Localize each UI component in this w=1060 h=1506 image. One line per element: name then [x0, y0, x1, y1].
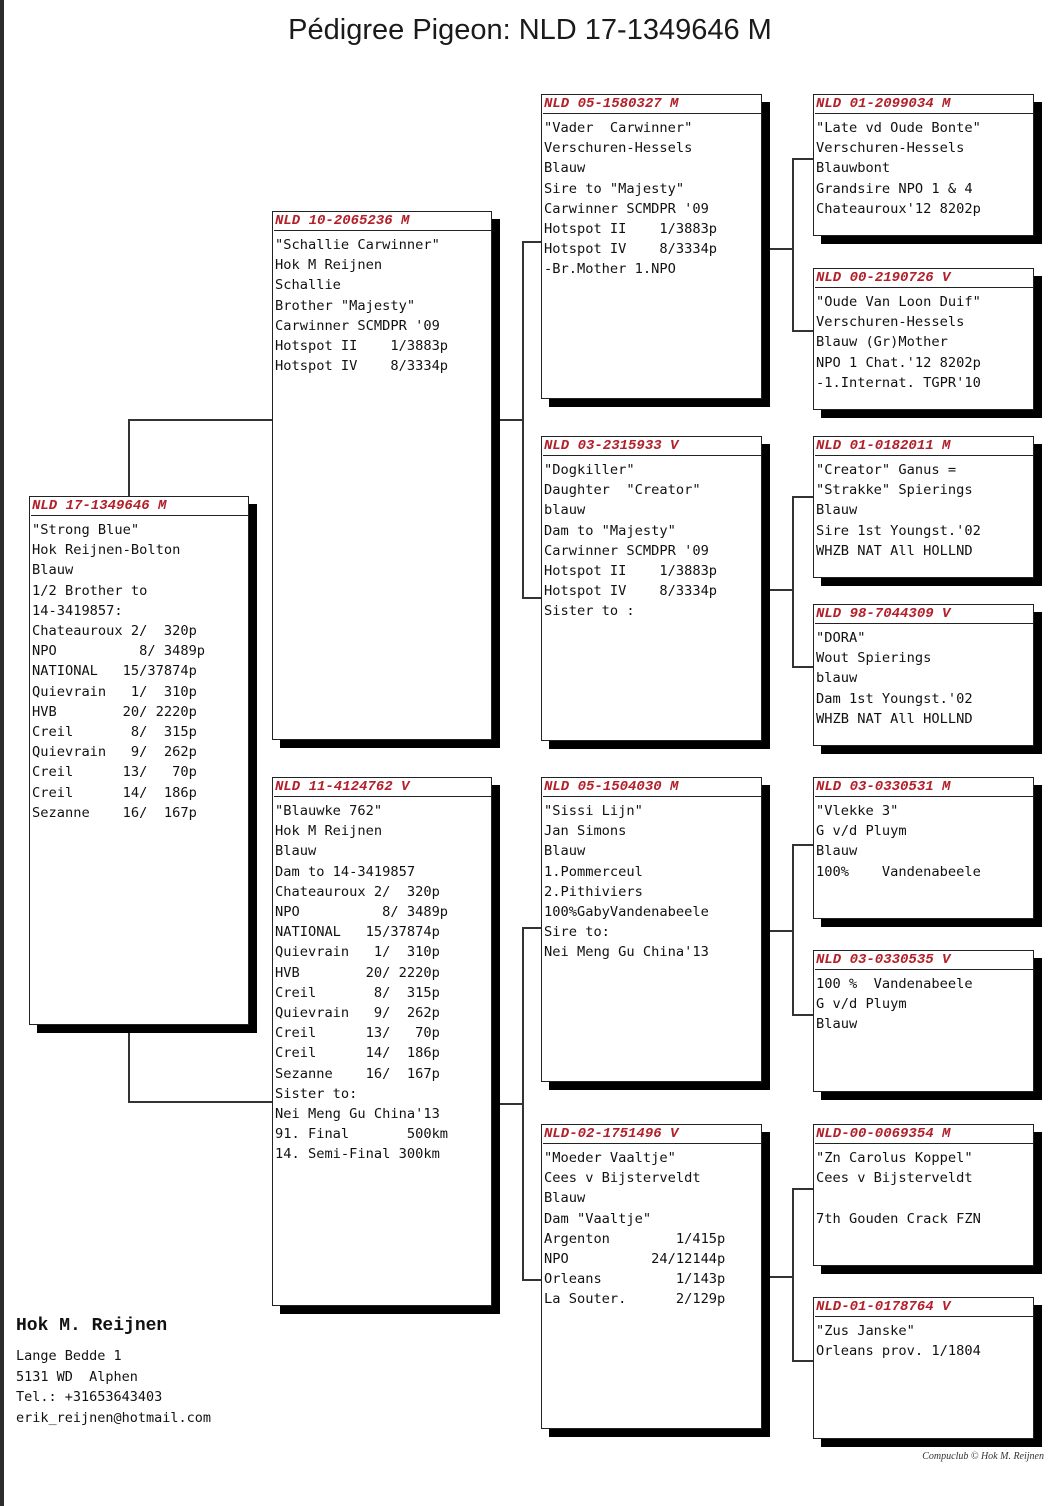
connector: [792, 1014, 814, 1016]
pigeon-detail-line: Dam to 14-3419857: [275, 863, 416, 880]
pigeon-detail-line: Chateauroux'12 8202p: [816, 200, 981, 217]
pigeon-details: [815, 292, 1033, 393]
connector: [522, 927, 542, 929]
pigeon-detail-line: Blauw: [816, 502, 858, 519]
pigeon-details: [274, 235, 491, 376]
pigeon-details: [815, 1148, 1033, 1229]
pigeon-card-ds-dam: [813, 950, 1034, 1092]
pigeon-detail-line: "Sissi Lijn": [544, 803, 643, 819]
pigeon-detail-line: Blauw: [816, 1016, 858, 1033]
pigeon-detail-line: NPO 8/ 3489p: [32, 643, 206, 660]
pigeon-detail-line: Blauw: [544, 843, 586, 860]
pigeon-detail-line: Hotspot II 1/3883p: [544, 221, 718, 238]
ring-number: NLD 03-0330531 M: [815, 778, 1033, 797]
pigeon-detail-line: Hok M Reijnen: [275, 823, 383, 840]
pigeon-detail-line: Chateauroux 2/ 320p: [275, 883, 440, 900]
pigeon-detail-line: Nei Meng Gu China'13: [275, 1106, 440, 1123]
connector: [792, 158, 794, 332]
pigeon-card-dd-sire: [813, 1124, 1034, 1266]
connector: [770, 1276, 794, 1278]
page-title: Pédigree Pigeon: NLD 17-1349646 M: [288, 14, 772, 46]
pigeon-detail-line: Blauw: [32, 562, 74, 579]
connector: [500, 419, 524, 421]
pigeon-detail-line: "Schallie Carwinner": [275, 237, 440, 253]
pigeon-detail-line: "Creator" Ganus =: [816, 462, 957, 478]
pigeon-card-sire: [272, 211, 492, 740]
pigeon-detail-line: NATIONAL 15/37874p: [32, 663, 197, 680]
pigeon-detail-line: Nei Meng Gu China'13: [544, 944, 709, 961]
pigeon-detail-line: Dam 1st Youngst.'02: [816, 690, 973, 707]
pigeon-detail-line: Schallie: [275, 277, 341, 294]
pigeon-detail-line: -Br.Mother 1.NPO: [544, 261, 676, 278]
pigeon-detail-line: Creil 13/ 70p: [32, 764, 197, 781]
pigeon-detail-line: Orleans prov. 1/1804: [816, 1343, 981, 1360]
pigeon-detail-line: "Strakke" Spierings: [816, 482, 973, 499]
pigeon-detail-line: Verschuren-Hessels: [816, 314, 965, 331]
pigeon-detail-line: Blauw: [816, 843, 858, 860]
connector: [792, 496, 794, 668]
pigeon-detail-line: Hok Reijnen-Bolton: [32, 542, 181, 559]
pigeon-detail-line: WHZB NAT All HOLLND: [816, 542, 973, 559]
pigeon-detail-line: Hotspot II 1/3883p: [544, 563, 718, 580]
pigeon-detail-line: Hotspot II 1/3883p: [275, 338, 449, 355]
pigeon-detail-line: "Blauwke 762": [275, 803, 383, 819]
ring-number: NLD 01-2099034 M: [815, 95, 1033, 114]
connector: [128, 419, 130, 496]
breeder-address-line: Lange Bedde 1: [16, 1348, 122, 1364]
connector: [522, 927, 524, 1281]
pigeon-details: [815, 628, 1033, 729]
pigeon-details: [815, 460, 1033, 561]
pigeon-detail-line: Chateauroux 2/ 320p: [32, 623, 197, 640]
pigeon-detail-line: Carwinner SCMDPR '09: [544, 542, 709, 559]
pigeon-detail-line: NPO 8/ 3489p: [275, 904, 449, 921]
connector: [770, 930, 794, 932]
pigeon-detail-line: Argenton 1/415p: [544, 1230, 726, 1247]
pigeon-details: [815, 1321, 1033, 1361]
pigeon-card-dd-dam: [813, 1297, 1034, 1439]
pigeon-detail-line: "Moeder Vaaltje": [544, 1150, 676, 1166]
pigeon-card-sd-dam: [813, 604, 1034, 746]
ring-number: NLD 10-2065236 M: [274, 212, 491, 231]
pigeon-detail-line: Creil 8/ 315p: [275, 984, 440, 1001]
pigeon-detail-line: Hok M Reijnen: [275, 257, 383, 274]
pigeon-detail-line: 100% Vandenabeele: [816, 863, 981, 880]
connector: [522, 597, 542, 599]
pigeon-detail-line: Sire to:: [544, 924, 610, 941]
connector: [522, 241, 524, 599]
connector: [792, 844, 794, 1016]
pigeon-detail-line: Quievrain 1/ 310p: [275, 944, 440, 961]
ring-number: NLD-00-0069354 M: [815, 1125, 1033, 1144]
pigeon-detail-line: 14-3419857:: [32, 602, 123, 619]
ring-number: NLD 17-1349646 M: [31, 497, 248, 516]
pigeon-detail-line: G v/d Pluym: [816, 996, 907, 1013]
ring-number: NLD 03-2315933 V: [543, 437, 761, 456]
connector: [770, 589, 794, 591]
pigeon-detail-line: NPO 1 Chat.'12 8202p: [816, 354, 981, 371]
ring-number: NLD 03-0330535 V: [815, 951, 1033, 970]
ring-number: NLD 05-1504030 M: [543, 778, 761, 797]
pigeon-detail-line: Carwinner SCMDPR '09: [544, 200, 709, 217]
ring-number: NLD-02-1751496 V: [543, 1125, 761, 1144]
pigeon-detail-line: "Zn Carolus Koppel": [816, 1150, 973, 1166]
connector: [128, 1025, 130, 1103]
footer-credit: Compuclub © Hok M. Reijnen: [922, 1451, 1044, 1462]
pigeon-detail-line: Blauw: [275, 843, 317, 860]
connector: [522, 241, 542, 243]
pigeon-detail-line: [815, 1188, 1033, 1208]
pigeon-details: [815, 974, 1033, 1035]
pigeon-details: [31, 520, 248, 823]
pigeon-detail-line: Dam to "Majesty": [544, 522, 676, 539]
breeder-name: Hok M. Reijnen: [16, 1316, 168, 1336]
pigeon-card-sd-sire: [813, 436, 1034, 578]
pigeon-detail-line: "Dogkiller": [544, 462, 635, 478]
pigeon-detail-line: "DORA": [816, 630, 866, 646]
pigeon-detail-line: Cees v Bijsterveldt: [816, 1170, 973, 1187]
pigeon-detail-line: Sister to :: [544, 603, 635, 620]
pigeon-detail-line: Sezanne 16/ 167p: [275, 1065, 440, 1082]
pigeon-detail-line: Creil 14/ 186p: [32, 784, 197, 801]
pigeon-detail-line: HVB 20/ 2220p: [32, 703, 197, 720]
pigeon-card-ss-sire: [813, 94, 1034, 236]
pigeon-detail-line: 91. Final 500km: [275, 1126, 449, 1143]
pigeon-detail-line: 100 % Vandenabeele: [816, 976, 973, 992]
pigeon-card-ds-sire: [813, 777, 1034, 919]
pigeon-card-subject: [29, 496, 249, 1025]
pigeon-detail-line: Orleans 1/143p: [544, 1271, 726, 1288]
pigeon-detail-line: La Souter. 2/129p: [544, 1291, 726, 1308]
pigeon-detail-line: Verschuren-Hessels: [544, 140, 693, 157]
pigeon-detail-line: Sister to:: [275, 1085, 358, 1102]
pigeon-detail-line: Blauw (Gr)Mother: [816, 334, 948, 351]
pigeon-detail-line: Creil 14/ 186p: [275, 1045, 440, 1062]
connector: [770, 248, 794, 250]
pigeon-detail-line: Daughter "Creator": [544, 482, 701, 499]
pigeon-detail-line: Hotspot IV 8/3334p: [544, 583, 718, 600]
pigeon-detail-line: blauw: [544, 502, 586, 519]
pigeon-detail-line: Sire to "Majesty": [544, 180, 685, 197]
connector: [128, 1101, 273, 1103]
pigeon-card-sire-sire: [541, 94, 762, 399]
pigeon-card-ss-dam: [813, 268, 1034, 410]
breeder-info: [16, 1316, 316, 1429]
connector: [792, 158, 814, 160]
left-border: [0, 0, 4, 1506]
connector: [792, 1188, 794, 1362]
pigeon-detail-line: Cees v Bijsterveldt: [544, 1170, 701, 1187]
pigeon-detail-line: Quievrain 1/ 310p: [32, 683, 197, 700]
pigeon-detail-line: Dam "Vaaltje": [544, 1210, 652, 1227]
pigeon-detail-line: Blauw: [544, 160, 586, 177]
pigeon-detail-line: Hotspot IV 8/3334p: [275, 358, 449, 375]
pigeon-detail-line: 7th Gouden Crack FZN: [816, 1210, 981, 1227]
pigeon-detail-line: Jan Simons: [544, 823, 627, 840]
breeder-phone: Tel.: +31653643403: [16, 1389, 163, 1406]
pigeon-detail-line: Carwinner SCMDPR '09: [275, 317, 440, 334]
pigeon-detail-line: Quievrain 9/ 262p: [275, 1005, 440, 1022]
connector: [522, 1279, 542, 1281]
ring-number: NLD 11-4124762 V: [274, 778, 491, 797]
connector: [792, 844, 814, 846]
pigeon-details: [543, 460, 761, 622]
connector: [792, 330, 814, 332]
connector: [792, 496, 814, 498]
ring-number: NLD 98-7044309 V: [815, 605, 1033, 624]
pigeon-detail-line: Verschuren-Hessels: [816, 140, 965, 157]
pigeon-detail-line: Hotspot IV 8/3334p: [544, 241, 718, 258]
connector: [792, 1360, 814, 1362]
pigeon-detail-line: 100%GabyVandenabeele: [544, 904, 709, 921]
pigeon-detail-line: -1.Internat. TGPR'10: [816, 374, 981, 391]
pigeon-detail-line: Creil 8/ 315p: [32, 724, 197, 741]
pigeon-card-dam: [272, 777, 492, 1306]
pigeon-card-dam-dam: [541, 1124, 762, 1429]
pigeon-details: [543, 801, 761, 963]
pigeon-detail-line: Wout Spierings: [816, 650, 932, 667]
pigeon-detail-line: Sezanne 16/ 167p: [32, 804, 197, 821]
connector: [792, 1188, 814, 1190]
pigeon-detail-line: NATIONAL 15/37874p: [275, 924, 440, 941]
pigeon-detail-line: blauw: [816, 670, 858, 687]
pigeon-details: [543, 118, 761, 280]
pigeon-detail-line: Blauw: [544, 1190, 586, 1207]
pigeon-detail-line: Blauwbont: [816, 160, 891, 177]
pigeon-detail-line: 2.Pithiviers: [544, 883, 643, 900]
pigeon-card-dam-sire: [541, 777, 762, 1082]
pigeon-detail-line: Creil 13/ 70p: [275, 1025, 440, 1042]
pigeon-detail-line: Brother "Majesty": [275, 297, 416, 314]
pigeon-detail-line: Quievrain 9/ 262p: [32, 744, 197, 761]
pigeon-detail-line: Grandsire NPO 1 & 4: [816, 180, 973, 197]
pigeon-details: [274, 801, 491, 1165]
pigeon-detail-line: WHZB NAT All HOLLND: [816, 710, 973, 727]
pigeon-detail-line: G v/d Pluym: [816, 823, 907, 840]
connector: [128, 419, 273, 421]
pigeon-detail-line: 1/2 Brother to: [32, 582, 148, 599]
pigeon-detail-line: "Late vd Oude Bonte": [816, 120, 981, 136]
pigeon-detail-line: "Strong Blue": [32, 522, 140, 538]
connector: [792, 666, 814, 668]
pigeon-detail-line: 14. Semi-Final 300km: [275, 1146, 440, 1163]
pigeon-detail-line: "Vlekke 3": [816, 803, 899, 819]
pigeon-details: [815, 801, 1033, 882]
ring-number: NLD 01-0182011 M: [815, 437, 1033, 456]
pigeon-detail-line: NPO 24/12144p: [544, 1251, 726, 1268]
ring-number: NLD 00-2190726 V: [815, 269, 1033, 288]
pigeon-detail-line: "Zus Janske": [816, 1323, 915, 1339]
pigeon-detail-line: 1.Pommerceul: [544, 863, 643, 880]
pigeon-detail-line: Sire 1st Youngst.'02: [816, 522, 981, 539]
pigeon-details: [815, 118, 1033, 219]
pigeon-card-sire-dam: [541, 436, 762, 741]
breeder-address-line: 5131 WD Alphen: [16, 1368, 138, 1385]
ring-number: NLD 05-1580327 M: [543, 95, 761, 114]
ring-number: NLD-01-0178764 V: [815, 1298, 1033, 1317]
pigeon-detail-line: "Vader Carwinner": [544, 120, 693, 136]
pigeon-details: [543, 1148, 761, 1310]
pigeon-detail-line: HVB 20/ 2220p: [275, 964, 440, 981]
pigeon-detail-line: "Oude Van Loon Duif": [816, 294, 981, 310]
connector: [500, 1103, 524, 1105]
breeder-email: erik_reijnen@hotmail.com: [16, 1410, 212, 1427]
